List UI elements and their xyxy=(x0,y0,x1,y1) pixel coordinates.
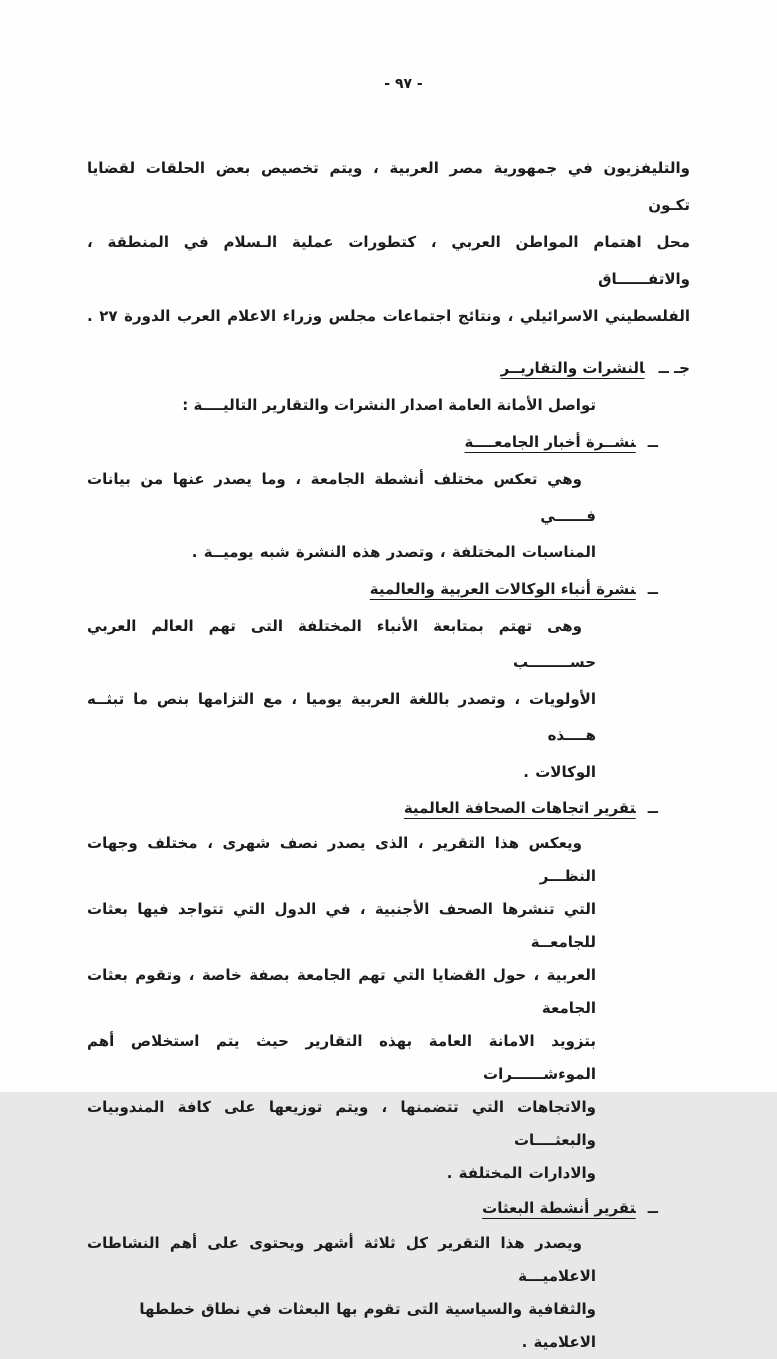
section-heading xyxy=(87,350,690,387)
bulletin-line: التي تنشرها الصحف الأجنبية ، في الدول التي تتواجد فيها بعثات للجامعــة xyxy=(87,900,596,951)
bulletin-line: المناسبات المختلفة ، وتصدر هذه النشرة شبه يوميــة . xyxy=(191,543,596,561)
bulletin-title-row xyxy=(87,790,658,827)
bulletin-line: وهى تهتم بمتابعة الأنباء المختلفة التى تهم العالم العربي حســــــــب xyxy=(87,616,596,671)
paragraph-line: والتليفزيون في جمهورية مصر العربية ، ويتم تخصيص بعض الحلقات لقضايا تكـون xyxy=(87,159,690,214)
bulletin-body xyxy=(87,1227,596,1359)
bulletin-line: ويصدر هذا التقرير كل ثلاثة أشهر ويحتوى على أهم النشاطات الاعلاميـــة xyxy=(87,1234,596,1285)
bullet-dash: ــ xyxy=(647,433,658,451)
section-intro: تواصل الأمانة العامة اصدار النشرات والتقارير التاليــــة : xyxy=(182,396,596,414)
bulletin-line: الوكالات . xyxy=(523,762,596,781)
bulletin-title: تقرير أنشطة البعثات xyxy=(482,1199,636,1217)
paragraph-line: محل اهتمام المواطن العربي ، كتطورات عملية الـسلام في المنطقة ، والاتفــــــاق xyxy=(87,233,690,288)
bulletin-title-row xyxy=(87,571,658,608)
bulletin-title-row xyxy=(87,424,658,461)
paragraph-television xyxy=(87,150,690,335)
bulletin-body xyxy=(87,461,596,571)
bulletin-title: تقرير اتجاهات الصحافة العالمية xyxy=(403,799,636,817)
bulletin-line: والاتجاهات التي تتضمنها ، ويتم توزيعها على كافة المندوبيات والبعثــــات xyxy=(87,1098,596,1149)
paragraph-line: الفلسطيني الاسرائيلي ، ونتائج اجتماعات مجلس وزراء الاعلام العرب الدورة ٢٧ . xyxy=(87,307,690,325)
page-content xyxy=(87,0,690,1359)
bulletin-title-row xyxy=(87,1190,658,1227)
page-number: - ٩٧ - xyxy=(384,76,423,92)
bullet-dash: ــ xyxy=(647,1199,658,1217)
bulletin-body xyxy=(87,827,596,1190)
bulletin-line: وهي تعكس مختلف أنشطة الجامعة ، وما يصدر عنها من بيانات فــــــي xyxy=(87,470,596,525)
bulletin-line: بتزويد الامانة العامة بهذه التقارير حيث يتم استخلاص أهم الموءشــــــرات xyxy=(87,1032,596,1083)
bulletin-body xyxy=(87,608,596,791)
bulletin-title: نشــرة أخبار الجامعــــة xyxy=(464,433,636,451)
bulletin-line: العربية ، حول القضايا التي تهم الجامعة بصفة خاصة ، وتقوم بعثات الجامعة xyxy=(87,966,596,1017)
bulletin-line: الأولويات ، وتصدر باللغة العربية يوميا ، مع التزامها بنص ما تبثــه هــــذه xyxy=(87,689,596,744)
bullet-dash: ــ xyxy=(647,799,658,817)
section-marker: جـ ــ xyxy=(658,359,690,377)
section-title: النشرات والتقاريــر xyxy=(500,359,645,377)
bulletin-line: والثقافية والسياسية التى تقوم بها البعثات في نطاق خططها الاعلامية . xyxy=(139,1300,596,1351)
bulletin-title: نشرة أنباء الوكالات العربية والعالمية xyxy=(369,579,636,598)
bulletin-line: ويعكس هذا التقرير ، الذى يصدر نصف شهرى ، مختلف وجهات النظـــر xyxy=(87,834,596,885)
bulletin-line: والادارات المختلفة . xyxy=(446,1164,596,1182)
bullet-dash: ــ xyxy=(647,579,658,598)
